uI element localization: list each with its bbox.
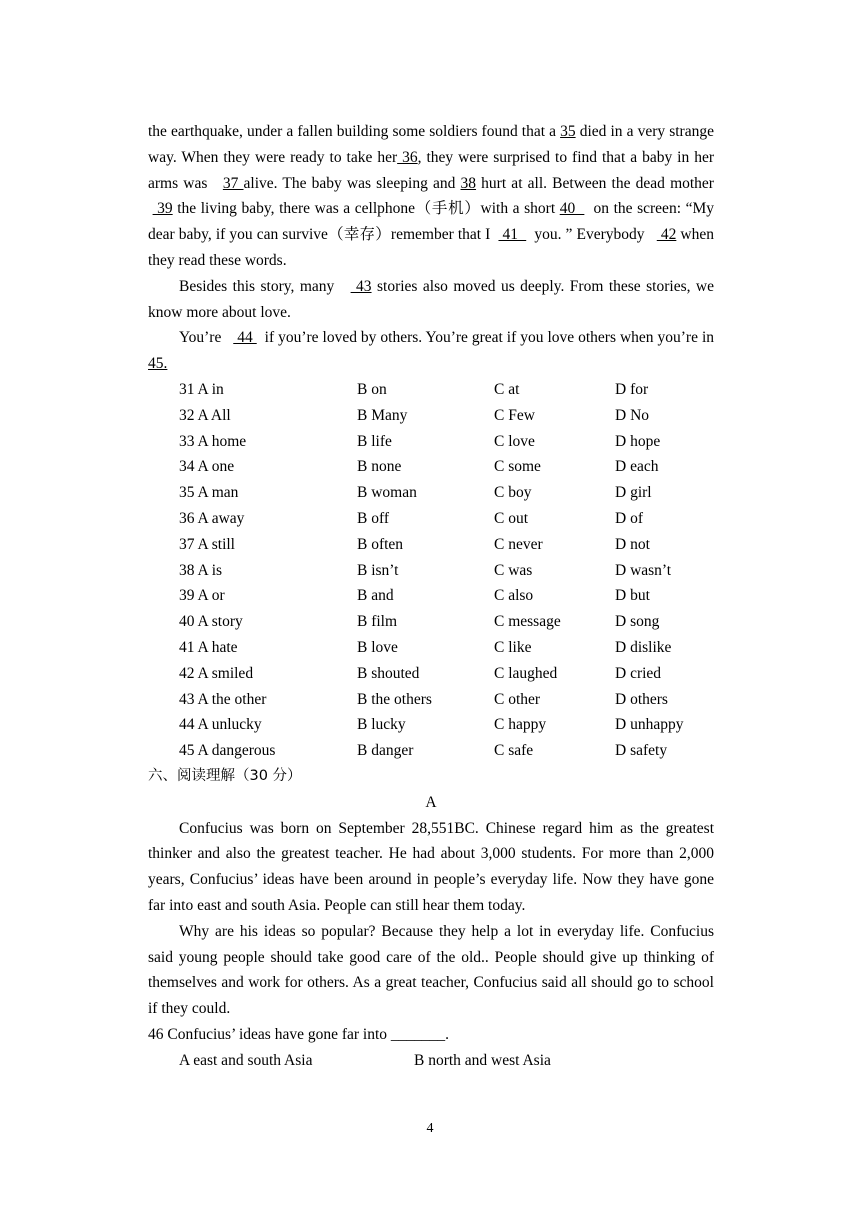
reading-paragraph-2: Why are his ideas so popular? Because they help a lot in everyday life. Confucius said young people should take good care of the old.. People should give up thinking of themselves and work for others. As a great teacher, Confucius said all should go to school if they could. [148, 922, 714, 1018]
option-b: B on [357, 380, 387, 398]
option-b: B isn’t [357, 561, 399, 579]
option-b: B and [357, 587, 394, 605]
option-d: D girl [615, 484, 652, 502]
blank-number: 44 [233, 329, 257, 347]
blank-number: 42 [656, 226, 677, 244]
option-c: C like [494, 638, 532, 656]
option-c: C boy [494, 484, 532, 502]
option-d: D but [615, 587, 650, 605]
option-c: C Few [494, 406, 535, 424]
option-b: B Many [357, 406, 408, 424]
option-d: D not [615, 535, 650, 553]
option-a: 42 A smiled [179, 664, 254, 682]
option-b: B the others [357, 690, 432, 708]
option-b: B none [357, 458, 402, 476]
option-d: D others [615, 690, 668, 708]
blank-number: 35 [560, 123, 576, 140]
blank-number: 39 [152, 200, 173, 218]
option-c: C never [494, 535, 543, 553]
option-row [148, 661, 714, 687]
option-d: D song [615, 613, 660, 631]
option-row [148, 429, 714, 455]
option-a: 45 A dangerous [179, 742, 276, 760]
blank-number: 41 [498, 226, 527, 244]
option-a: 36 A away [179, 509, 245, 527]
option-c: C out [494, 509, 529, 527]
passage-label: A [425, 793, 437, 811]
option-d: D safety [615, 742, 668, 760]
cloze-paragraph-2: Besides this story, many 43 stories also moved us deeply. From these stories, we know more about love. [148, 277, 714, 321]
option-b: B love [357, 638, 398, 656]
option-row [148, 583, 714, 609]
option-d: D wasn’t [615, 561, 672, 579]
option-b: B danger [357, 742, 414, 760]
option-c: C also [494, 587, 534, 605]
option-a: 39 A or [179, 587, 225, 605]
option-d: D dislike [615, 638, 672, 656]
option-row [148, 609, 714, 635]
option-a: 34 A one [179, 458, 235, 476]
option-b: B off [357, 509, 390, 527]
option-d: D hope [615, 432, 661, 450]
option-row [148, 377, 714, 403]
blank-number: 38 [460, 174, 477, 192]
option-row [148, 480, 714, 506]
reading-paragraph-1: Confucius was born on September 28,551BC. Chinese regard him as the greatest thinker and also the greatest teacher. He had about 3,000 students. For more than 2,000 years, Confucius’ ideas have been around in people’s everyday life. Now they have gone far into east and south Asia. People can still hear them today. [148, 819, 714, 914]
option-row [148, 712, 714, 738]
blank-number: 37 [222, 174, 244, 192]
blank-number: 45. [148, 355, 168, 373]
option-d: D each [615, 458, 659, 476]
option-a: 31 A in [179, 380, 224, 398]
option-c: C safe [494, 742, 534, 760]
cloze-paragraph-1: the earthquake, under a fallen building some soldiers found that a 35 died in a very strange way. When they were ready to take her 36, they were surprised to find that a baby in her arms was 37 alive. The baby was sleeping and 38 hurt at all. Between the dead mother 39 the living baby, there was a cellphone（手机）with a short 40 on the screen: “My dear baby, if you can survive（幸存）remember that I 41 you. ” Everybody 42 when they read these words. [148, 123, 715, 269]
option-row [148, 687, 714, 713]
option-a: 40 A story [179, 613, 243, 631]
option-row [148, 635, 714, 661]
option-c: C other [494, 690, 541, 708]
option-a: 43 A the other [179, 690, 267, 708]
question-46-options [148, 1048, 714, 1074]
question-46-stem: 46 Confucius’ ideas have gone far into _______. [148, 1025, 450, 1043]
option-a: 38 A is [179, 561, 223, 579]
option-row [148, 454, 714, 480]
option-row [148, 738, 714, 764]
option-c: C message [494, 613, 561, 631]
option-d: D of [615, 509, 643, 527]
option-b: B lucky [357, 716, 406, 734]
option-a: 37 A still [179, 535, 235, 553]
option-b: B shouted [357, 664, 420, 682]
option-c: C laughed [494, 664, 558, 682]
option-b: B often [357, 535, 404, 553]
page-number: 4 [426, 1121, 434, 1136]
section-title: 六、阅读理解（30 分） [148, 767, 302, 784]
option-d: D cried [615, 664, 662, 682]
cloze-options [148, 377, 714, 764]
question-46-option-b: B north and west Asia [414, 1051, 551, 1069]
blank-number: 40 [559, 200, 585, 218]
option-d: D unhappy [615, 716, 684, 734]
blank-number: 36 [397, 148, 418, 166]
blank-number: 43 [350, 277, 372, 295]
cloze-paragraph-3: You’re 44 if you’re loved by others. You’re great if you love others when you’re in 45. [148, 329, 714, 373]
option-b: B life [357, 432, 392, 450]
option-c: C was [494, 561, 533, 579]
option-d: D for [615, 380, 649, 398]
option-c: C love [494, 432, 535, 450]
option-a: 41 A hate [179, 638, 238, 656]
option-c: C happy [494, 716, 547, 734]
option-b: B woman [357, 484, 417, 502]
option-row [148, 403, 714, 429]
option-c: C at [494, 380, 520, 398]
option-a: 32 A All [179, 406, 231, 424]
option-row [148, 558, 714, 584]
option-d: D No [615, 406, 650, 424]
question-46-option-a: A east and south Asia [179, 1051, 313, 1069]
option-b: B film [357, 613, 398, 631]
option-row [148, 506, 714, 532]
option-row [148, 532, 714, 558]
exam-page [148, 119, 714, 1073]
option-a: 44 A unlucky [179, 716, 262, 734]
option-a: 35 A man [179, 484, 239, 502]
option-a: 33 A home [179, 432, 247, 450]
option-c: C some [494, 458, 541, 476]
